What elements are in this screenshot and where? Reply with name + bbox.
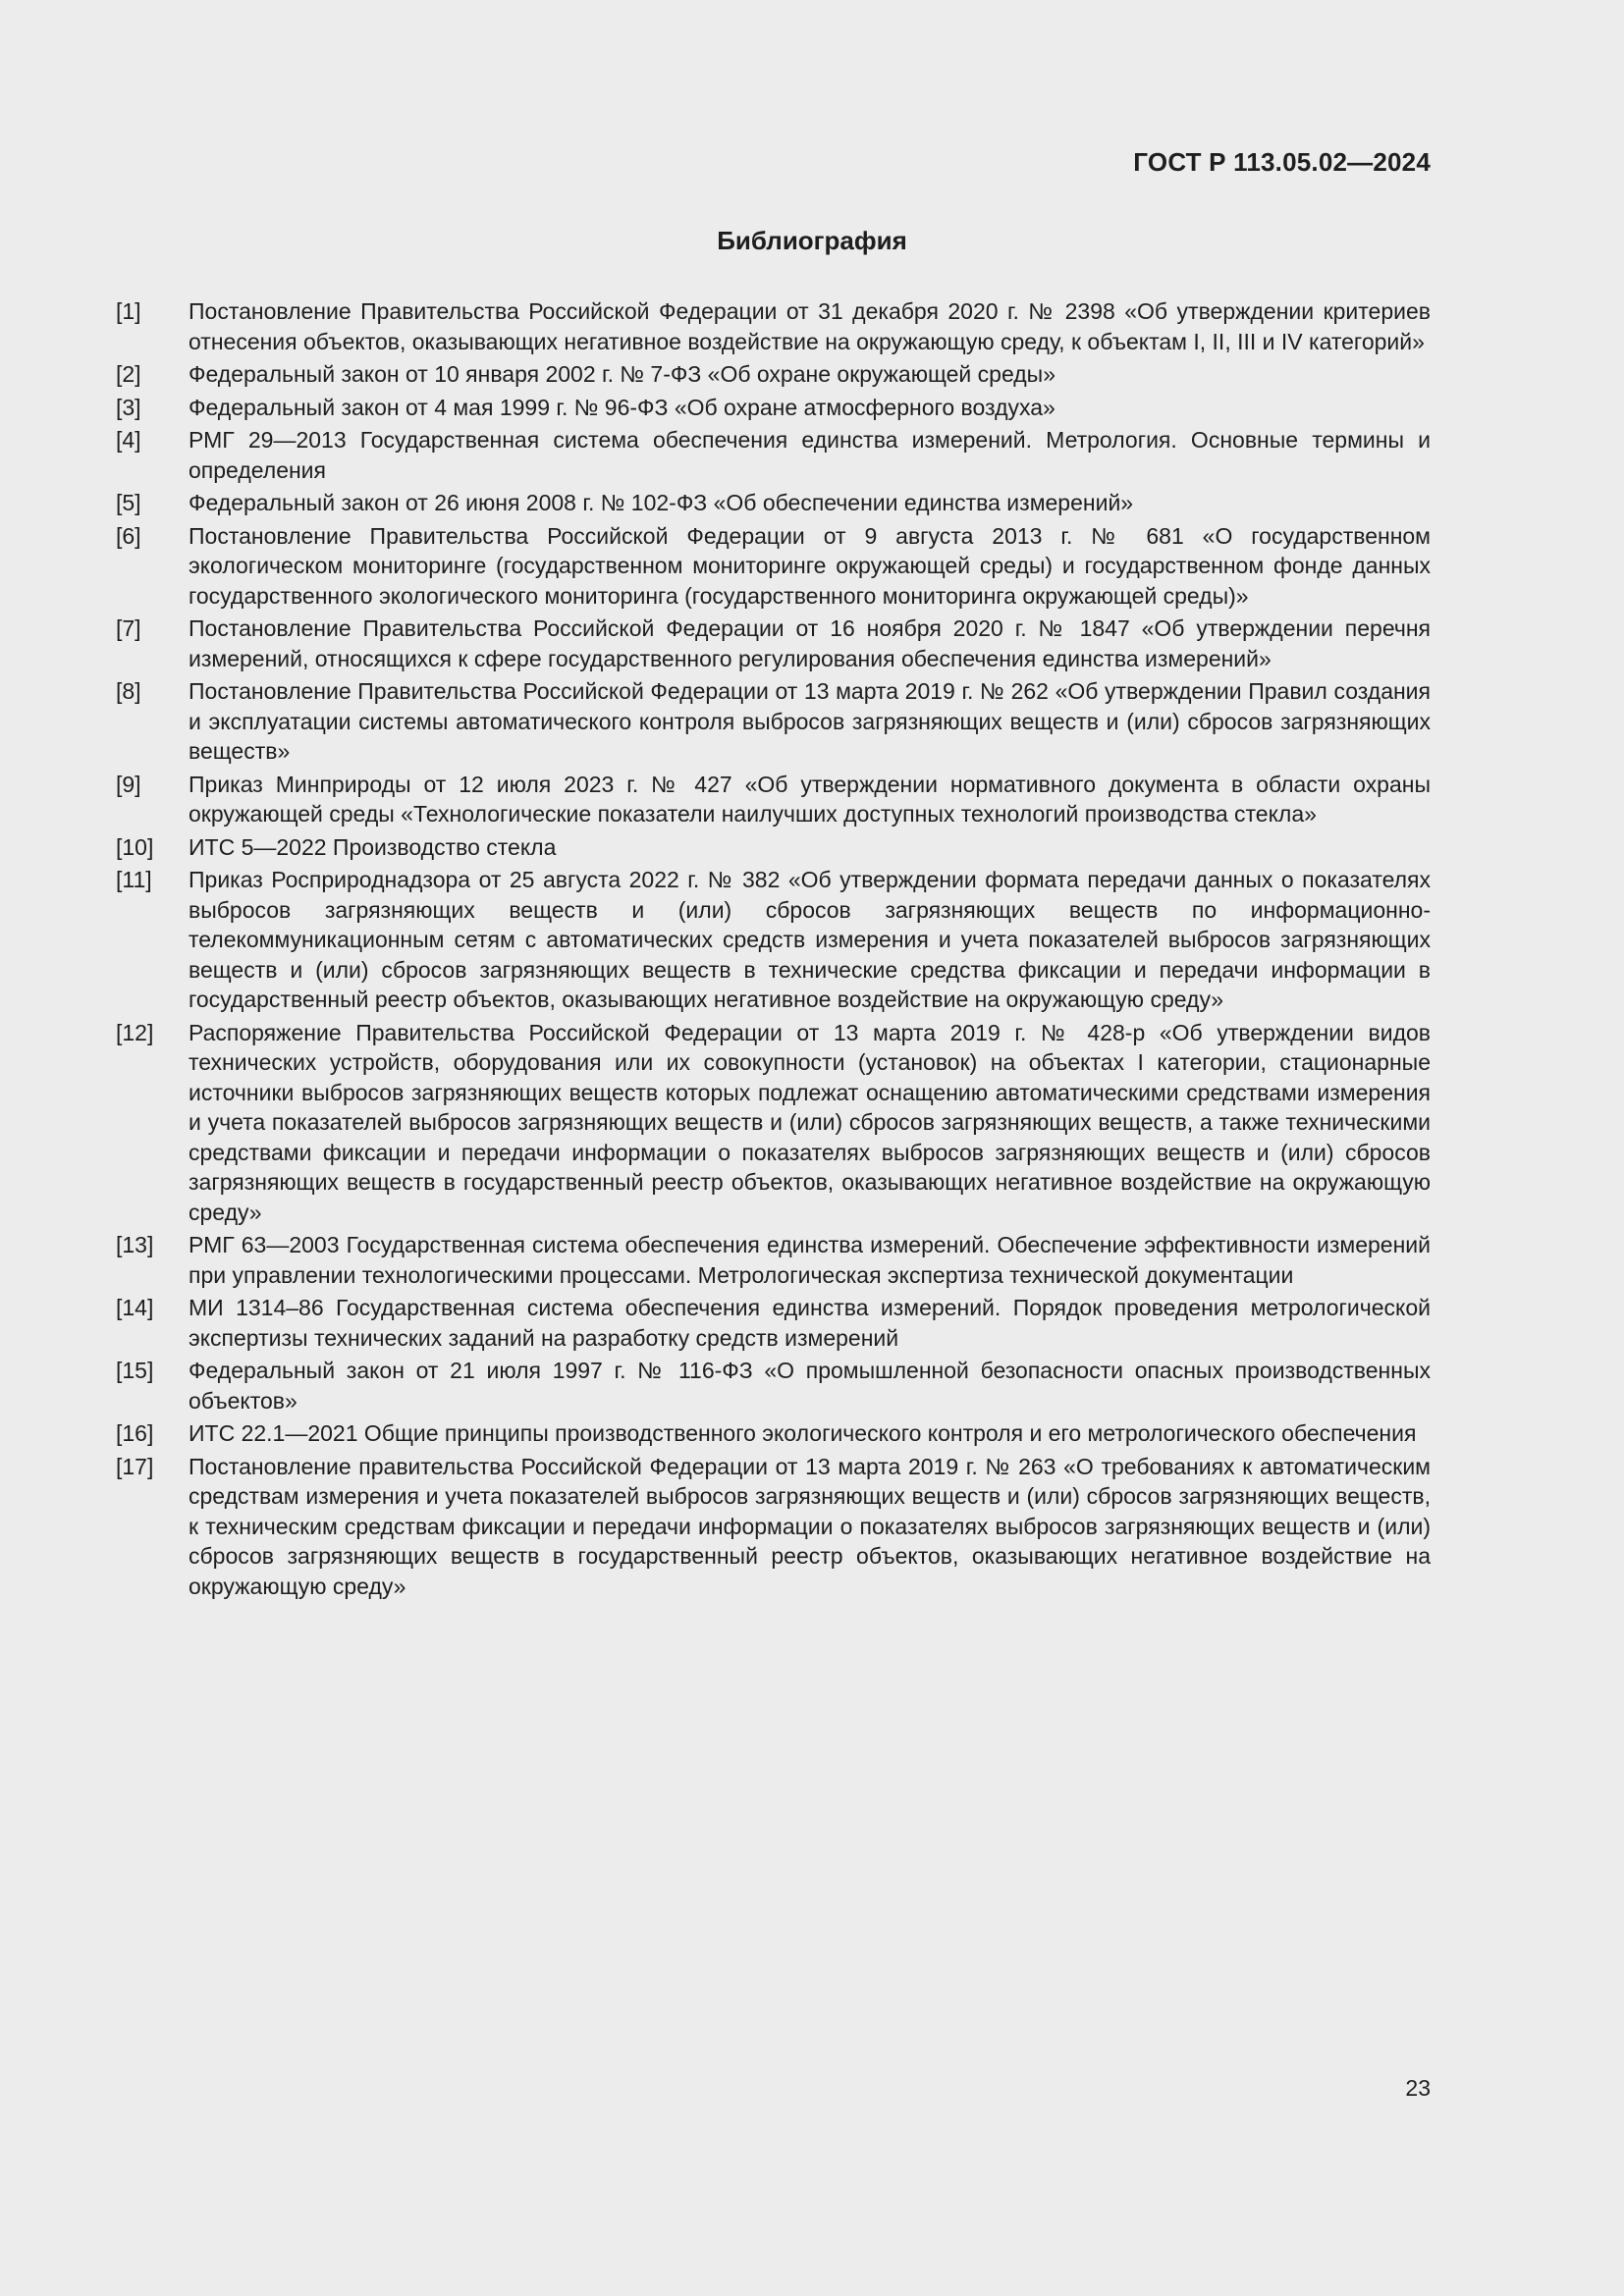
bibliography-entry-text: Постановление Правительства Российской Федерации от 9 августа 2013 г. № 681 «О государственном экологическом мониторинге (государственном мониторинге окружающей среды) и государственном фонде данных государственного экологического мониторинга (государственного мониторинга окружающей среды)» — [189, 522, 1431, 609]
bibliography-entry-text: Распоряжение Правительства Российской Федерации от 13 марта 2019 г. № 428-р «Об утверждении видов технических устройств, оборудования или их совокупности (установок) на объектах I категории, стационарные источники выбросов загрязняющих веществ которых подлежат оснащению автоматическими средствами измерения и учета показателей выбросов загрязняющих веществ и (или) сбросов загрязняющих веществ, а также техническими средствами фиксации и передачи информации о показателях выбросов загрязняющих веществ и (или) сбросов загрязняющих веществ в государственный реестр объектов, оказывающих негативное воздействие на окружающую среду» — [189, 1019, 1431, 1225]
bibliography-entry — [116, 359, 1431, 390]
bibliography-entry-text: Постановление Правительства Российской Федерации от 13 марта 2019 г. № 262 «Об утверждении Правил создания и эксплуатации системы автоматического контроля выбросов загрязняющих веществ и (или) сбросов загрязняющих веществ» — [189, 678, 1431, 764]
bibliography-entry-text: Федеральный закон от 21 июля 1997 г. № 116-ФЗ «О промышленной безопасности опасных производственных объектов» — [189, 1358, 1431, 1414]
bibliography-entry-number: [1] — [116, 298, 141, 324]
bibliography-entry-number: [9] — [116, 771, 141, 797]
bibliography-entry — [116, 1018, 1431, 1228]
bibliography-entry-text: Постановление Правительства Российской Федерации от 16 ноября 2020 г. № 1847 «Об утверждении перечня измерений, относящихся к сфере государственного регулирования обеспечения единства измерений» — [189, 615, 1431, 671]
bibliography-entry-number: [5] — [116, 490, 141, 515]
bibliography-entry-number: [6] — [116, 522, 141, 549]
bibliography-entry-number: [17] — [116, 1453, 154, 1479]
bibliography-entry-text: Федеральный закон от 4 мая 1999 г. № 96-ФЗ «Об охране атмосферного воздуха» — [189, 394, 1056, 420]
bibliography-entry-text: ИТС 5—2022 Производство стекла — [189, 833, 557, 860]
bibliography-entry — [116, 832, 1431, 863]
bibliography-entry — [116, 488, 1431, 518]
bibliography-entry — [116, 393, 1431, 423]
bibliography-entry-text: Приказ Росприроднадзора от 25 августа 2022 г. № 382 «Об утверждении формата передачи данных о показателях выбросов загрязняющих веществ и (или) сбросов загрязняющих веществ по информационно-телекоммуникационным сетям с автоматических средств измерения и учета показателей выбросов загрязняющих веществ и (или) сбросов загрязняющих веществ в технические средства фиксации и передачи информации в государственный реестр объектов, оказывающих негативное воздействие на окружающую среду» — [189, 867, 1431, 1012]
bibliography-list — [116, 296, 1431, 1604]
bibliography-entry-text: Постановление правительства Российской Федерации от 13 марта 2019 г. № 263 «О требованиях к автоматическим средствам измерения и учета показателей выбросов загрязняющих веществ и (или) сбросов загрязняющих веществ, к техническим средствам фиксации и передачи информации о показателях выбросов загрязняющих веществ и (или) сбросов загрязняющих веществ в государственный реестр объектов, оказывающих негативное воздействие на окружающую среду» — [189, 1453, 1431, 1599]
bibliography-entry-number: [13] — [116, 1232, 154, 1257]
bibliography-entry — [116, 1418, 1431, 1449]
bibliography-entry — [116, 614, 1431, 673]
page-number: 23 — [1405, 2075, 1431, 2101]
bibliography-entry — [116, 865, 1431, 1015]
bibliography-entry-text: Постановление Правительства Российской Федерации от 31 декабря 2020 г. № 2398 «Об утверждении критериев отнесения объектов, оказывающих негативное воздействие на окружающую среду, к объектам I, II, III и IV категорий» — [189, 298, 1431, 354]
bibliography-entry-number: [10] — [116, 833, 154, 860]
bibliography-entry-number: [14] — [116, 1295, 154, 1320]
bibliography-entry-number: [3] — [116, 394, 141, 420]
bibliography-entry-text: РМГ 63—2003 Государственная система обеспечения единства измерений. Обеспечение эффективности измерений при управлении технологическими процессами. Метрологическая экспертиза технической документации — [189, 1232, 1431, 1288]
bibliography-entry — [116, 425, 1431, 485]
bibliography-entry-number: [15] — [116, 1358, 154, 1383]
bibliography-entry-number: [8] — [116, 678, 141, 704]
bibliography-entry-text: Приказ Минприроды от 12 июля 2023 г. № 427 «Об утверждении нормативного документа в области охраны окружающей среды «Технологические показатели наилучших доступных технологий производства стекла» — [189, 771, 1431, 827]
bibliography-entry-text: Федеральный закон от 26 июня 2008 г. № 102-ФЗ «Об обеспечении единства измерений» — [189, 490, 1134, 515]
bibliography-entry — [116, 1293, 1431, 1353]
bibliography-entry-number: [12] — [116, 1019, 154, 1045]
bibliography-entry — [116, 1356, 1431, 1415]
bibliography-title: Библиография — [717, 226, 907, 255]
bibliography-entry-text: Федеральный закон от 10 января 2002 г. № 7-ФЗ «Об охране окружающей среды» — [189, 361, 1056, 387]
bibliography-entry-number: [11] — [116, 867, 152, 892]
bibliography-entry — [116, 770, 1431, 829]
bibliography-entry-text: МИ 1314–86 Государственная система обеспечения единства измерений. Порядок проведения метрологической экспертизы технических заданий на разработку средств измерений — [189, 1295, 1431, 1351]
bibliography-entry-number: [4] — [116, 427, 141, 453]
bibliography-entry — [116, 521, 1431, 612]
bibliography-entry-number: [16] — [116, 1420, 154, 1446]
bibliography-entry — [116, 1230, 1431, 1290]
bibliography-entry-text: ИТС 22.1—2021 Общие принципы производственного экологического контроля и его метрологического обеспечения — [189, 1420, 1417, 1446]
document-code-header: ГОСТ Р 113.05.02—2024 — [1133, 147, 1431, 177]
bibliography-entry-number: [2] — [116, 361, 141, 387]
bibliography-entry-number: [7] — [116, 615, 141, 641]
bibliography-entry — [116, 1452, 1431, 1602]
bibliography-entry — [116, 296, 1431, 356]
bibliography-entry-text: РМГ 29—2013 Государственная система обеспечения единства измерений. Метрология. Основные термины и определения — [189, 427, 1431, 483]
bibliography-entry — [116, 676, 1431, 767]
